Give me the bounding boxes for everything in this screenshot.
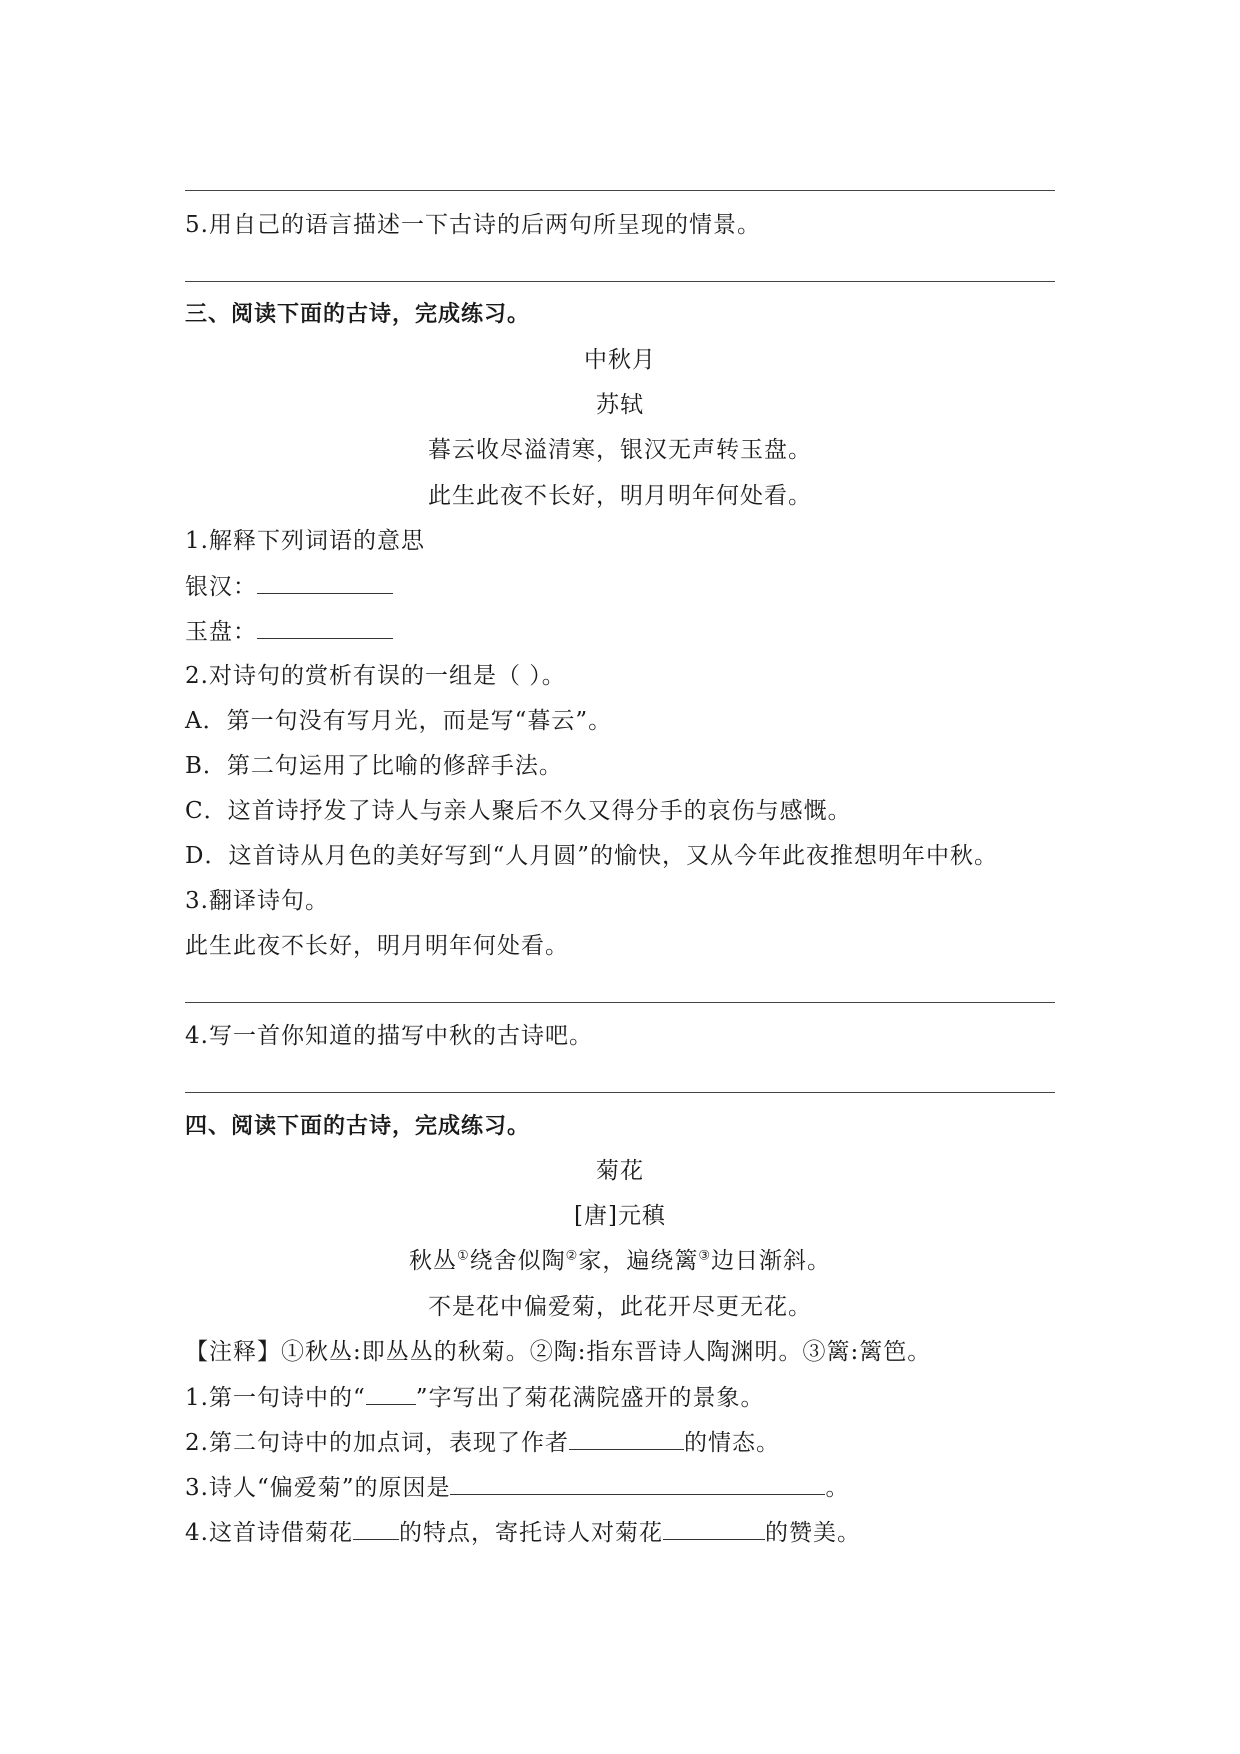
text: 4.这首诗借菊花 (185, 1520, 353, 1546)
s3-question-3: 3.翻译诗句。 (185, 888, 329, 914)
answer-line (185, 1092, 1055, 1093)
option-d: D．这首诗从月色的美好写到“人月圆”的愉快，又从今年此夜推想明年中秋。 (185, 843, 998, 869)
text: 。 (825, 1475, 850, 1501)
s4-question-4 (185, 1517, 861, 1548)
poem-line-2: 不是花中偏爱菊，此花开尽更无花。 (428, 1294, 812, 1320)
option-c: C．这首诗抒发了诗人与亲人聚后不久又得分手的哀伤与感慨。 (185, 798, 852, 824)
label: 玉盘： (185, 619, 257, 645)
fill-blank[interactable] (353, 1517, 399, 1540)
fill-blank[interactable] (366, 1382, 416, 1405)
s3-q1-yinhan (185, 571, 393, 602)
s4-question-3 (185, 1472, 849, 1503)
section4-heading: 四、阅读下面的古诗，完成练习。 (185, 1114, 531, 1139)
annotation: 【注释】①秋丛:即丛丛的秋菊。②陶:指东晋诗人陶渊明。③篱:篱笆。 (185, 1339, 932, 1365)
footnote-mark: ① (457, 1248, 470, 1264)
answer-line (185, 1002, 1055, 1003)
text: 秋丛 (409, 1248, 458, 1274)
s3-question-1: 1.解释下列词语的意思 (185, 528, 425, 554)
text: 1.第一句诗中的“ (185, 1385, 366, 1411)
poem-title: 菊花 (596, 1158, 644, 1184)
s4-question-2 (185, 1427, 780, 1458)
text: 2.第二句诗中的加点词，表现了作者 (185, 1430, 569, 1456)
label: 银汉： (185, 574, 257, 600)
poem-author: 苏轼 (596, 392, 644, 418)
text: 3.诗人“偏爱菊”的原因是 (185, 1475, 451, 1501)
poem-line-2: 此生此夜不长好，明月明年何处看。 (428, 483, 812, 509)
footnote-mark: ② (565, 1248, 579, 1264)
poem-line-1 (185, 1246, 1055, 1276)
section3-heading: 三、阅读下面的古诗，完成练习。 (185, 302, 531, 327)
poem-title: 中秋月 (584, 347, 656, 373)
poem-author: [唐]元稹 (574, 1203, 666, 1229)
fill-blank[interactable] (257, 571, 393, 594)
s3-question-2: 2.对诗句的赏析有误的一组是（ ）。 (185, 663, 566, 689)
question-5: 5.用自己的语言描述一下古诗的后两句所呈现的情景。 (185, 212, 761, 238)
text: 家，遍绕篱 (578, 1248, 699, 1274)
text: 的特点，寄托诗人对菊花 (398, 1520, 663, 1546)
text: 的情态。 (683, 1430, 780, 1456)
fill-blank[interactable] (569, 1427, 684, 1450)
fill-blank[interactable] (257, 616, 393, 639)
option-b: B．第二句运用了比喻的修辞手法。 (185, 753, 563, 779)
fill-blank[interactable] (450, 1472, 825, 1495)
fill-blank[interactable] (663, 1517, 765, 1540)
s3-q1-yupan (185, 616, 393, 647)
option-a: A．第一句没有写月光，而是写“暮云”。 (185, 708, 613, 734)
answer-line (185, 190, 1055, 191)
text: 边日渐斜。 (710, 1248, 831, 1274)
text: 绕舍似陶 (469, 1248, 566, 1274)
s3-question-4: 4.写一首你知道的描写中秋的古诗吧。 (185, 1023, 593, 1049)
answer-line (185, 281, 1055, 282)
s3-q3-verse: 此生此夜不长好，明月明年何处看。 (185, 933, 569, 959)
poem-line-1: 暮云收尽溢清寒，银汉无声转玉盘。 (428, 437, 812, 463)
s4-question-1 (185, 1382, 764, 1413)
footnote-mark: ③ (698, 1248, 711, 1264)
text: 的赞美。 (764, 1520, 861, 1546)
text: ”字写出了菊花满院盛开的景象。 (415, 1385, 765, 1411)
